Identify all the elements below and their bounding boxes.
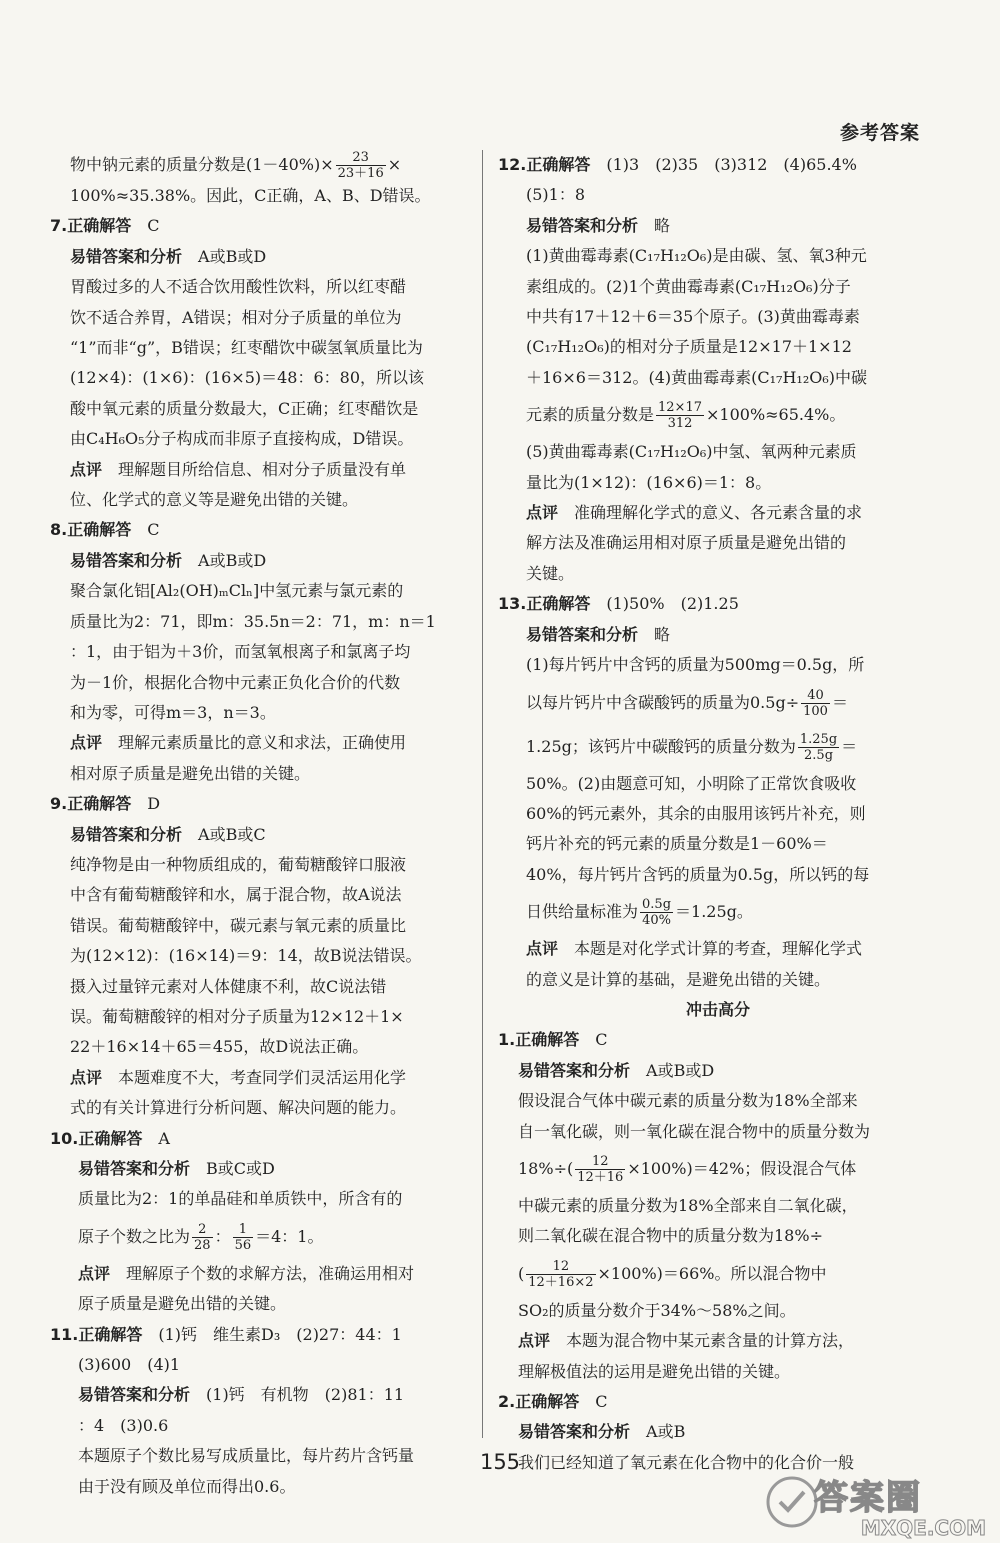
- answer-heading: 7.正确解答 C: [50, 216, 160, 236]
- answer-heading: 9.正确解答 D: [50, 794, 161, 814]
- column-divider: [482, 150, 483, 1438]
- text-line: SO₂的质量分数介于34%～58%之间。: [518, 1300, 796, 1320]
- text-line: 日供给量标准为 $\frac{0.5g}{40\%}$ ＝1.25g。: [526, 897, 753, 929]
- text-line: 摄入过量锌元素对人体健康不利，故C说法错: [70, 976, 387, 996]
- text-line: 为(12×12)：(16×14)＝9：14，故B说法错误。: [70, 946, 422, 966]
- text-line: 中碳元素的质量分数为18%全部来自二氧化碳，: [518, 1195, 858, 1215]
- wrong-answer-heading: 易错答案和分析 A或B或D: [70, 246, 267, 266]
- text-line: 由于没有顾及单位而得出0.6。: [78, 1476, 296, 1496]
- text-line: 假设混合气体中碳元素的质量分数为18%全部来: [518, 1091, 858, 1111]
- page-number: 155: [479, 1450, 521, 1474]
- text-line: 素组成的。(2)1个黄曲霉毒素(C₁₇H₁₂O₆)分子: [526, 276, 851, 296]
- right-column: [498, 150, 918, 1478]
- text-line: 本题原子个数比易写成质量比，每片药片含钙量: [78, 1446, 415, 1466]
- comment-line: 的意义是计算的基础，是避免出错的关键。: [526, 969, 831, 989]
- text-line: 量比为(1×12)：(16×6)＝1：8。: [526, 472, 772, 492]
- answer-heading: 12.正确解答 (1)3 (2)35 (3)312 (4)65.4%: [498, 155, 857, 174]
- comment-line: 理解极值法的运用是避免出错的关键。: [518, 1361, 791, 1381]
- text-line: (5)黄曲霉毒素(C₁₇H₁₂O₆)中氢、氧两种元素质: [526, 442, 857, 462]
- comment-line: 点评 准确理解化学式的意义、各元素含量的求: [526, 503, 863, 523]
- text-line: 22＋16×14＋65＝455，故D说法正确。: [70, 1037, 369, 1057]
- text-line: 原子个数之比为 $\frac{2}{28}$ ： $\frac{1}{56}$ ＝4：1。: [78, 1221, 324, 1253]
- text-line: ：4 (3)0.6: [78, 1415, 169, 1435]
- answer-heading: 13.正确解答 (1)50% (2)1.25: [498, 594, 739, 614]
- watermark-url: MXQE.COM: [860, 1516, 986, 1540]
- fraction: $\frac{12}{12+16}$: [577, 1153, 624, 1185]
- text-line: 50%。(2)由题意可知，小明除了正常饮食吸收: [526, 773, 857, 793]
- text-line: 酸中氧元素的质量分数最大，C正确；红枣醋饮是: [70, 398, 419, 418]
- text-line: 100%≈35.38%。因此，C正确，A、B、D错误。: [70, 186, 431, 205]
- text-line: 纯净物是由一种物质组成的，葡萄糖酸锌口服液: [70, 854, 407, 874]
- text-line: (1)每片钙片中含钙的质量为500mg＝0.5g，所: [526, 655, 865, 675]
- text-line: 60%的钙元素外，其余的由服用该钙片补充，则: [526, 803, 866, 823]
- text-line: 物中钠元素的质量分数是(1－40%)× $\frac{23}{23+16}$ ×: [70, 150, 402, 181]
- text-line: 1.25g；该钙片中碳酸钙的质量分数为 $\frac{1.25g}{2.5g}$ ＝: [526, 731, 858, 763]
- text-line: 为－1价，根据化合物中元素正负化合价的代数: [70, 672, 401, 692]
- text-line: 我们已经知道了氧元素在化合物中的化合价一般: [518, 1452, 855, 1472]
- text-line: 饮不适合养胃，A错误；相对分子质量的单位为: [70, 307, 402, 327]
- comment-line: 点评 理解元素质量比的意义和求法，正确使用: [70, 733, 407, 753]
- wrong-answer-heading: 易错答案和分析 B或C或D: [78, 1159, 275, 1178]
- comment-line: 式的有关计算进行分析问题、解决问题的能力。: [70, 1098, 407, 1118]
- text-line: ＋16×6＝312。(4)黄曲霉毒素(C₁₇H₁₂O₆)中碳: [526, 367, 868, 387]
- text-line: 18%÷( $\frac{12}{12+16}$ ×100%)＝42%；假设混合气体: [518, 1153, 857, 1185]
- text-line: (1)黄曲霉毒素(C₁₇H₁₂O₆)是由碳、氢、氧3种元: [526, 246, 867, 266]
- wrong-answer-heading: 易错答案和分析 略: [526, 215, 671, 235]
- answer-heading: 1.正确解答 C: [498, 1030, 608, 1050]
- watermark-logo: [762, 1470, 992, 1540]
- left-column: [50, 150, 465, 1502]
- text-line: “1”而非“g”，B错误；红枣醋饮中碳氢氧质量比为: [70, 338, 423, 358]
- text-line: 自一氧化碳，则一氧化碳在混合物中的质量分数为: [518, 1121, 871, 1141]
- text-line: (5)1：8: [526, 185, 586, 205]
- text-line: 质量比为2：1的单晶硅和单质铁中，所含有的: [78, 1189, 403, 1209]
- comment-line: 点评 本题是对化学式计算的考查，理解化学式: [526, 939, 863, 959]
- comment-line: 解方法及准确运用相对原子质量是避免出错的: [526, 533, 847, 553]
- text-line: 胃酸过多的人不适合饮用酸性饮料，所以红枣醋: [70, 277, 407, 297]
- fraction: $\frac{12\times 17}{312}$: [658, 400, 702, 432]
- text-line: 40%，每片钙片含钙的质量为0.5g，所以钙的每: [526, 864, 870, 884]
- text-line: 中共有17＋12＋6＝35个原子。(3)黄曲霉毒素: [526, 307, 860, 327]
- comment-line: 原子质量是避免出错的关键。: [78, 1294, 287, 1314]
- comment-line: 关键。: [526, 563, 575, 583]
- fraction: $\frac{40}{100}$: [803, 687, 828, 719]
- fraction: $\frac{12}{12+16\times 2}$: [528, 1258, 594, 1290]
- text-line: 质量比为2：71，即m：35.5n＝2：71，m：n＝1: [70, 611, 436, 631]
- comment-line: 位、化学式的意义等是避免出错的关键。: [70, 490, 359, 510]
- text-line: ：1，由于铝为＋3价，而氢氧根离子和氯离子均: [70, 642, 411, 662]
- fraction: $\frac{23}{23+16}$: [337, 150, 384, 181]
- wrong-answer-heading: 易错答案和分析 A或B或C: [70, 824, 266, 844]
- wrong-answer-heading: 易错答案和分析 A或B或D: [518, 1060, 715, 1080]
- text-line: 中含有葡萄糖酸锌和水，属于混合物，故A说法: [70, 885, 402, 905]
- answer-heading: 10.正确解答 A: [50, 1128, 170, 1148]
- text-line: 和为零，可得m＝3，n＝3。: [70, 702, 276, 722]
- text-line: 由C₄H₆O₅分子构成而非原子直接构成，D错误。: [70, 429, 414, 449]
- wrong-answer-heading: 易错答案和分析 A或B或D: [70, 550, 267, 570]
- text-line: (C₁₇H₁₂O₆)的相对分子质量是12×17＋1×12: [526, 337, 852, 357]
- text-line: 误。葡萄糖酸锌的相对分子质量为12×12＋1×: [70, 1006, 404, 1026]
- text-line: (3)600 (4)1: [78, 1355, 181, 1375]
- fraction: $\frac{1.25g}{2.5g}$: [799, 731, 838, 763]
- text-line: 钙片补充的钙元素的质量分数是1－60%＝: [526, 834, 828, 854]
- section-title: 冲击高分: [685, 999, 750, 1019]
- comment-line: 相对原子质量是避免出错的关键。: [70, 763, 311, 783]
- text-line: 聚合氯化铝[Al₂(OH)ₘClₙ]中氢元素与氯元素的: [70, 581, 404, 601]
- page-header: 参考答案: [839, 122, 920, 144]
- comment-line: 点评 理解原子个数的求解方法，准确运用相对: [78, 1263, 415, 1283]
- answer-heading: 8.正确解答 C: [50, 520, 160, 540]
- text-line: ( $\frac{12}{12+16\times 2}$ ×100%)＝66%。所以混合物中: [518, 1258, 827, 1290]
- fraction: $\frac{1}{56}$: [234, 1221, 252, 1253]
- wrong-answer-heading: 易错答案和分析 略: [526, 624, 671, 644]
- text-line: (12×4)：(1×6)：(16×5)＝48：6：80，所以该: [70, 368, 425, 388]
- text-line: 元素的质量分数是 $\frac{12\times 17}{312}$ ×100%≈65.4%。: [526, 400, 846, 432]
- text-line: 则二氧化碳在混合物中的质量分数为18%÷: [518, 1226, 823, 1246]
- watermark-badge-icon: [762, 1472, 822, 1532]
- comment-line: 点评 本题难度不大，考查同学们灵活运用化学: [70, 1067, 407, 1087]
- text-line: 以每片钙片中含碳酸钙的质量为0.5g÷ $\frac{40}{100}$ ＝: [526, 687, 848, 719]
- fraction: $\frac{2}{28}$: [194, 1221, 211, 1253]
- wrong-answer-heading: 易错答案和分析 (1)钙 有机物 (2)81：11: [78, 1385, 405, 1405]
- comment-line: 点评 本题为混合物中某元素含量的计算方法，: [518, 1331, 855, 1351]
- answer-heading: 11.正确解答 (1)钙 维生素D₃ (2)27：44：1: [50, 1324, 402, 1344]
- fraction: $\frac{0.5g}{40\%}$: [642, 897, 672, 929]
- watermark-text: 答案圈: [814, 1478, 922, 1518]
- text-line: 错误。葡萄糖酸锌中，碳元素与氧元素的质量比: [70, 915, 407, 935]
- comment-line: 点评 理解题目所给信息、相对分子质量没有单: [70, 459, 407, 479]
- answer-heading: 2.正确解答 C: [498, 1392, 608, 1411]
- wrong-answer-heading: 易错答案和分析 A或B: [518, 1422, 686, 1442]
